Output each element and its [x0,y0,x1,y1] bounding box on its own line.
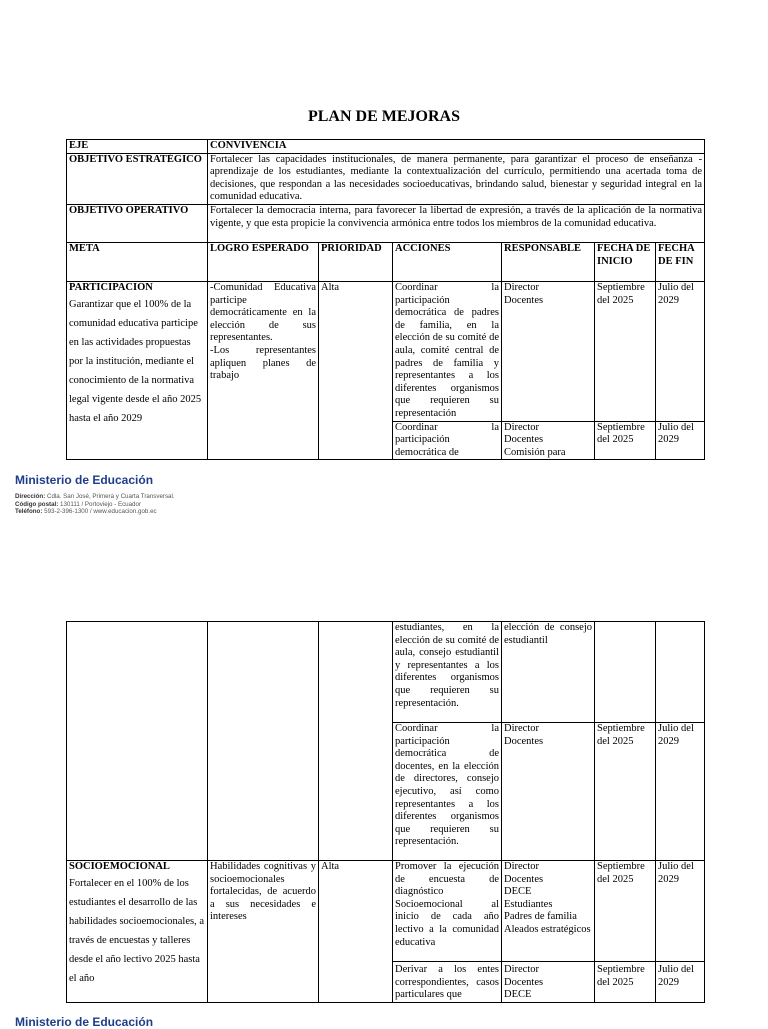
logro-participacion-cont [208,622,319,861]
logro-participacion: -Comunidad Educativa participe democráticamente en la elección de sus representantes. -Los representantes apliquen planes de trabajo [208,281,319,459]
meta-socioemocional [67,861,208,1003]
row-participacion-cont [67,622,705,723]
responsable-estudiantes-start: Director Docentes Comisión para [502,421,595,460]
inicio-encuesta: Septiembre del 2025 [595,861,656,962]
fin-estudiantes: Julio del 2029 [656,421,705,460]
footer-page-1 [15,473,175,516]
row-objetivo-operativo [67,204,705,242]
meta-participacion-title: PARTICIPACIÓN [69,281,153,293]
accion-padres: Coordinar la participación democrática de padres de familia, en la elección de su comité de aula, comité central de padres de familia y representantes a los diferentes organismos que requieren su representación [393,281,502,421]
responsable-derivar: Director Docentes DECE [502,962,595,1003]
objetivo-estrategico-value: Fortalecer las capacidades institucionales, de manera permanente, para garantizar el proceso de enseñanza - aprendizaje de los estudiantes, mediante la contextualización del currículo, permitiendo una acertada toma de decisiones, que respondan a las necesidades socioeducativas, brindando salud, bienestar y seguridad integral en la comunidad educativa. [208,153,705,204]
objetivo-estrategico-label: OBJETIVO ESTRATÉGICO [67,153,208,204]
fin-estudiantes-cont [656,622,705,723]
footer-address-block: Dirección: Cdla. San José, Primera y Cuarta Transversal. Código postal: 130111 / Portoviejo - Ecuador Teléfono: 593-2-396-1300 / www.educacion.gob.ec [15,493,175,516]
objetivo-operativo-value: Fortalecer la democracia interna, para favorecer la libertad de expresión, a través de la aplicación de la normativa vigente, y que esta propicie la convivencia armónica entre todos los miembros de la comunidad educativa. [208,204,705,242]
fin-padres: Julio del 2029 [656,281,705,421]
accion-encuesta: Promover la ejecución de encuesta de diagnóstico Socioemocional al inicio de cada año lectivo a la comunidad educativa [393,861,502,962]
row-socioemocional-1 [67,861,705,962]
accion-estudiantes-cont: estudiantes, en la elección de su comité de aula, consejo estudiantil y representantes a los diferentes organismos que requieren su representación. [393,622,502,723]
responsable-encuesta: Director Docentes DECE Estudiantes Padres de familia Aleados estratégicos [502,861,595,962]
meta-socioemocional-text: Fortalecer en el 100% de los estudiantes el desarrollo de las habilidades socioemocionales, a través de encuestas y talleres desde el año lectivo 2025 hasta el año [69,877,204,984]
plan-table-page-1 [66,139,705,460]
prioridad-socioemocional: Alta [319,861,393,1003]
responsable-padres: Director Docentes [502,281,595,421]
meta-participacion-cont [67,622,208,861]
footer-postal: 130111 / Portoviejo - Ecuador [60,500,141,508]
prioridad-participacion: Alta [319,281,393,459]
inicio-estudiantes: Septiembre del 2025 [595,421,656,460]
accion-estudiantes-start: Coordinar la participación democrática de [393,421,502,460]
row-headers [67,242,705,281]
responsable-estudiantes-cont: elección de consejo estudiantil [502,622,595,723]
eje-label: EJE [67,140,208,154]
fin-derivar: Julio del 2029 [656,962,705,1003]
row-objetivo-estrategico [67,153,705,204]
fin-encuesta: Julio del 2029 [656,861,705,962]
objetivo-operativo-label: OBJETIVO OPERATIVO [67,204,208,242]
accion-derivar: Derivar a los entes correspondientes, casos particulares que [393,962,502,1003]
fin-docentes: Julio del 2029 [656,723,705,861]
header-logro: LOGRO ESPERADO [208,242,319,281]
header-meta: META [67,242,208,281]
header-fecha-fin: FECHA DE FIN [656,242,705,281]
inicio-derivar: Septiembre del 2025 [595,962,656,1003]
meta-socioemocional-title: SOCIOEMOCIONAL [69,861,170,872]
header-acciones: ACCIONES [393,242,502,281]
row-eje [67,140,705,154]
header-prioridad: PRIORIDAD [319,242,393,281]
row-participacion-1 [67,281,705,421]
ministry-name: Ministerio de Educación [15,473,154,487]
footer-phone: 593-2-396-1300 / www.educacion.gob.ec [44,508,157,516]
meta-participacion-text: Garantizar que el 100% de la comunidad educativa participe en las actividades propuestas por la institución, mediante el conocimiento de la normativa legal vigente desde el año 2025 hasta el año 2029 [69,298,202,424]
accion-docentes: Coordinar la participación democrática de docentes, en la elección de directores, consejo ejecutivo, así como representantes a los diferentes organismos que requieren su representación. [393,723,502,861]
header-responsable: RESPONSABLE [502,242,595,281]
prioridad-participacion-cont [319,622,393,861]
inicio-estudiantes-cont [595,622,656,723]
logro-socioemocional: Habilidades cognitivas y socioemocionales fortalecidas, de acuerdo a sus necesidades e intereses [208,861,319,1003]
footer-address: Cdla. San José, Primera y Cuarta Transversal. [47,493,175,500]
footer-page-2 [15,1015,153,1029]
inicio-padres: Septiembre del 2025 [595,281,656,421]
ministry-name-page-2: Ministerio de Educación [15,1015,154,1029]
eje-value: CONVIVENCIA [208,140,705,154]
page-title: PLAN DE MEJORAS [307,108,460,125]
inicio-docentes: Septiembre del 2025 [595,723,656,861]
page-2 [0,560,768,1029]
meta-participacion [67,281,208,459]
plan-table-page-2 [66,621,705,1003]
responsable-docentes: Director Docentes [502,723,595,861]
header-fecha-inicio: FECHA DE INICIO [595,242,656,281]
